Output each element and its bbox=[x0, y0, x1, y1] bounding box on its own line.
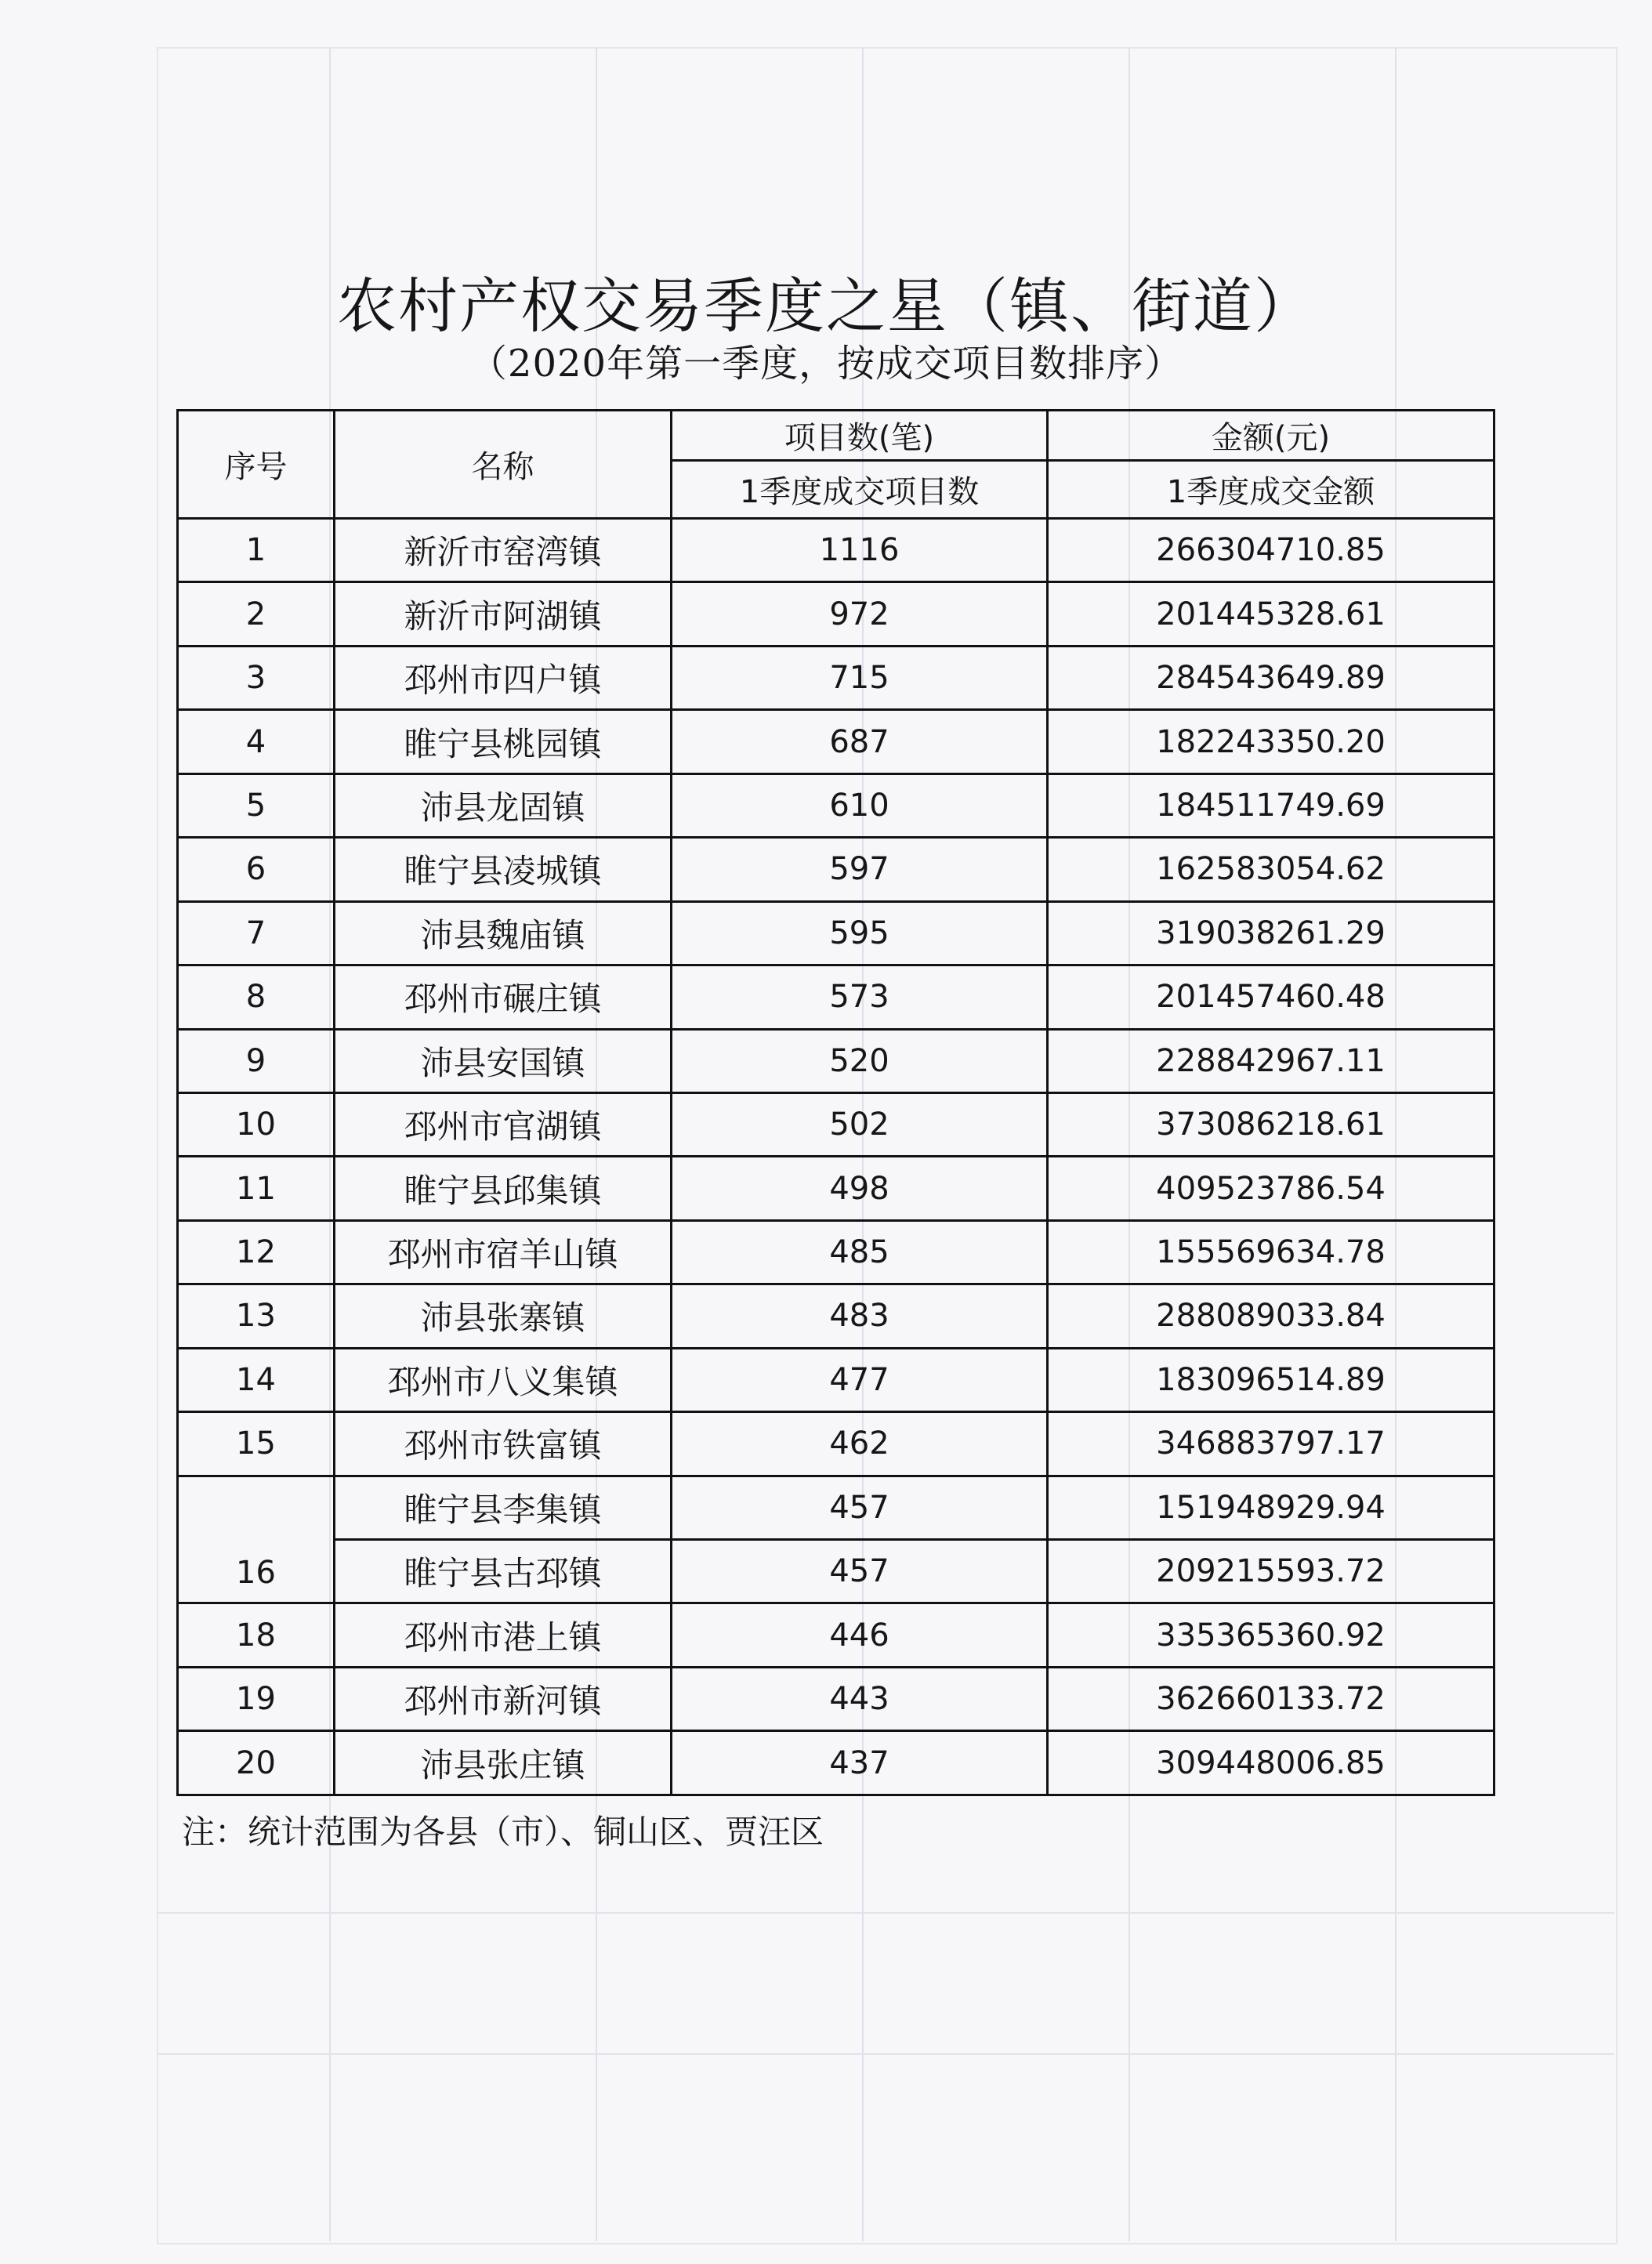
cell-count: 1116 bbox=[672, 519, 1048, 582]
cell-name: 邳州市四户镇 bbox=[335, 646, 672, 709]
cell-seq: 20 bbox=[178, 1731, 335, 1795]
table-row bbox=[178, 838, 1494, 901]
cell-name: 新沂市窑湾镇 bbox=[335, 519, 672, 582]
header-name: 名称 bbox=[335, 411, 672, 519]
cell-count: 595 bbox=[672, 901, 1048, 965]
cell-seq: 12 bbox=[178, 1220, 335, 1284]
cell-amount: 409523786.54 bbox=[1048, 1157, 1494, 1220]
cell-amount: 362660133.72 bbox=[1048, 1667, 1494, 1730]
cell-seq: 8 bbox=[178, 965, 335, 1029]
cell-name: 睢宁县李集镇 bbox=[335, 1476, 672, 1539]
header-amount: 金额(元) bbox=[1048, 411, 1494, 461]
header-seq: 序号 bbox=[178, 411, 335, 519]
cell-amount: 319038261.29 bbox=[1048, 901, 1494, 965]
cell-name: 沛县安国镇 bbox=[335, 1029, 672, 1092]
cell-amount: 309448006.85 bbox=[1048, 1731, 1494, 1795]
cell-amount: 182243350.20 bbox=[1048, 710, 1494, 773]
cell-name: 沛县魏庙镇 bbox=[335, 901, 672, 965]
cell-count: 457 bbox=[672, 1540, 1048, 1603]
cell-name: 邳州市铁富镇 bbox=[335, 1412, 672, 1476]
table-row bbox=[178, 1157, 1494, 1220]
header-count: 项目数(笔) bbox=[672, 411, 1048, 461]
cell-name: 邳州市港上镇 bbox=[335, 1603, 672, 1667]
cell-seq: 4 bbox=[178, 710, 335, 773]
table-row bbox=[178, 710, 1494, 773]
cell-count: 610 bbox=[672, 773, 1048, 837]
cell-seq: 18 bbox=[178, 1603, 335, 1667]
table-row bbox=[178, 519, 1494, 582]
table-row bbox=[178, 1476, 1494, 1539]
cell-count: 972 bbox=[672, 582, 1048, 646]
cell-count: 502 bbox=[672, 1092, 1048, 1156]
cell-seq: 9 bbox=[178, 1029, 335, 1092]
cell-name: 邳州市宿羊山镇 bbox=[335, 1220, 672, 1284]
table-row bbox=[178, 1348, 1494, 1411]
cell-amount: 162583054.62 bbox=[1048, 838, 1494, 901]
cell-count: 687 bbox=[672, 710, 1048, 773]
cell-count: 457 bbox=[672, 1476, 1048, 1539]
cell-count: 573 bbox=[672, 965, 1048, 1029]
cell-seq: 10 bbox=[178, 1092, 335, 1156]
cell-name: 睢宁县邱集镇 bbox=[335, 1157, 672, 1220]
cell-seq: 11 bbox=[178, 1157, 335, 1220]
cell-amount: 151948929.94 bbox=[1048, 1476, 1494, 1539]
bleed-through-line bbox=[157, 2053, 1614, 2055]
table-row bbox=[178, 1284, 1494, 1348]
cell-amount: 266304710.85 bbox=[1048, 519, 1494, 582]
cell-name: 沛县张庄镇 bbox=[335, 1731, 672, 1795]
table-row bbox=[178, 965, 1494, 1029]
cell-amount: 284543649.89 bbox=[1048, 646, 1494, 709]
cell-name: 睢宁县凌城镇 bbox=[335, 838, 672, 901]
table-row bbox=[178, 1220, 1494, 1284]
cell-amount: 183096514.89 bbox=[1048, 1348, 1494, 1411]
table-row bbox=[178, 1092, 1494, 1156]
table-row bbox=[178, 1603, 1494, 1667]
cell-amount: 346883797.17 bbox=[1048, 1412, 1494, 1476]
cell-seq: 5 bbox=[178, 773, 335, 837]
ranking-table bbox=[176, 409, 1495, 1796]
table-row bbox=[178, 646, 1494, 709]
cell-name: 睢宁县古邳镇 bbox=[335, 1540, 672, 1603]
cell-amount: 201445328.61 bbox=[1048, 582, 1494, 646]
cell-amount: 184511749.69 bbox=[1048, 773, 1494, 837]
cell-count: 443 bbox=[672, 1667, 1048, 1730]
cell-seq: 3 bbox=[178, 646, 335, 709]
cell-seq: 14 bbox=[178, 1348, 335, 1411]
table-row bbox=[178, 582, 1494, 646]
cell-count: 520 bbox=[672, 1029, 1048, 1092]
cell-seq: 15 bbox=[178, 1412, 335, 1476]
cell-seq: 7 bbox=[178, 901, 335, 965]
table-row bbox=[178, 1412, 1494, 1476]
cell-count: 485 bbox=[672, 1220, 1048, 1284]
table-row bbox=[178, 1029, 1494, 1092]
page-title: 农村产权交易季度之星（镇、街道） bbox=[337, 271, 1315, 341]
cell-name: 新沂市阿湖镇 bbox=[335, 582, 672, 646]
header-amount-sub: 1季度成交金额 bbox=[1048, 461, 1494, 519]
cell-count: 477 bbox=[672, 1348, 1048, 1411]
cell-seq: 1 bbox=[178, 519, 335, 582]
footnote: 注：统计范围为各县（市）、铜山区、贾汪区 bbox=[182, 1813, 824, 1851]
cell-seq: 2 bbox=[178, 582, 335, 646]
cell-name: 沛县龙固镇 bbox=[335, 773, 672, 837]
table-row bbox=[178, 1667, 1494, 1730]
cell-count: 462 bbox=[672, 1412, 1048, 1476]
header-count-sub: 1季度成交项目数 bbox=[672, 461, 1048, 519]
cell-seq-merged: 16 bbox=[178, 1476, 335, 1603]
cell-seq: 19 bbox=[178, 1667, 335, 1730]
table-row bbox=[178, 773, 1494, 837]
cell-count: 446 bbox=[672, 1603, 1048, 1667]
cell-name: 沛县张寨镇 bbox=[335, 1284, 672, 1348]
cell-count: 715 bbox=[672, 646, 1048, 709]
cell-count: 483 bbox=[672, 1284, 1048, 1348]
bleed-through-line bbox=[157, 1912, 1614, 1914]
cell-amount: 228842967.11 bbox=[1048, 1029, 1494, 1092]
cell-count: 437 bbox=[672, 1731, 1048, 1795]
cell-count: 498 bbox=[672, 1157, 1048, 1220]
cell-amount: 373086218.61 bbox=[1048, 1092, 1494, 1156]
cell-amount: 155569634.78 bbox=[1048, 1220, 1494, 1284]
cell-amount: 335365360.92 bbox=[1048, 1603, 1494, 1667]
cell-amount: 209215593.72 bbox=[1048, 1540, 1494, 1603]
cell-amount: 201457460.48 bbox=[1048, 965, 1494, 1029]
table-row bbox=[178, 901, 1494, 965]
table-row bbox=[178, 1540, 1494, 1603]
table-row bbox=[178, 1731, 1494, 1795]
cell-amount: 288089033.84 bbox=[1048, 1284, 1494, 1348]
cell-seq: 6 bbox=[178, 838, 335, 901]
cell-name: 邳州市碾庄镇 bbox=[335, 965, 672, 1029]
cell-name: 邳州市官湖镇 bbox=[335, 1092, 672, 1156]
cell-count: 597 bbox=[672, 838, 1048, 901]
cell-name: 邳州市新河镇 bbox=[335, 1667, 672, 1730]
cell-seq: 13 bbox=[178, 1284, 335, 1348]
cell-name: 邳州市八义集镇 bbox=[335, 1348, 672, 1411]
page-subtitle: （2020年第一季度，按成交项目数排序） bbox=[469, 342, 1183, 386]
cell-name: 睢宁县桃园镇 bbox=[335, 710, 672, 773]
